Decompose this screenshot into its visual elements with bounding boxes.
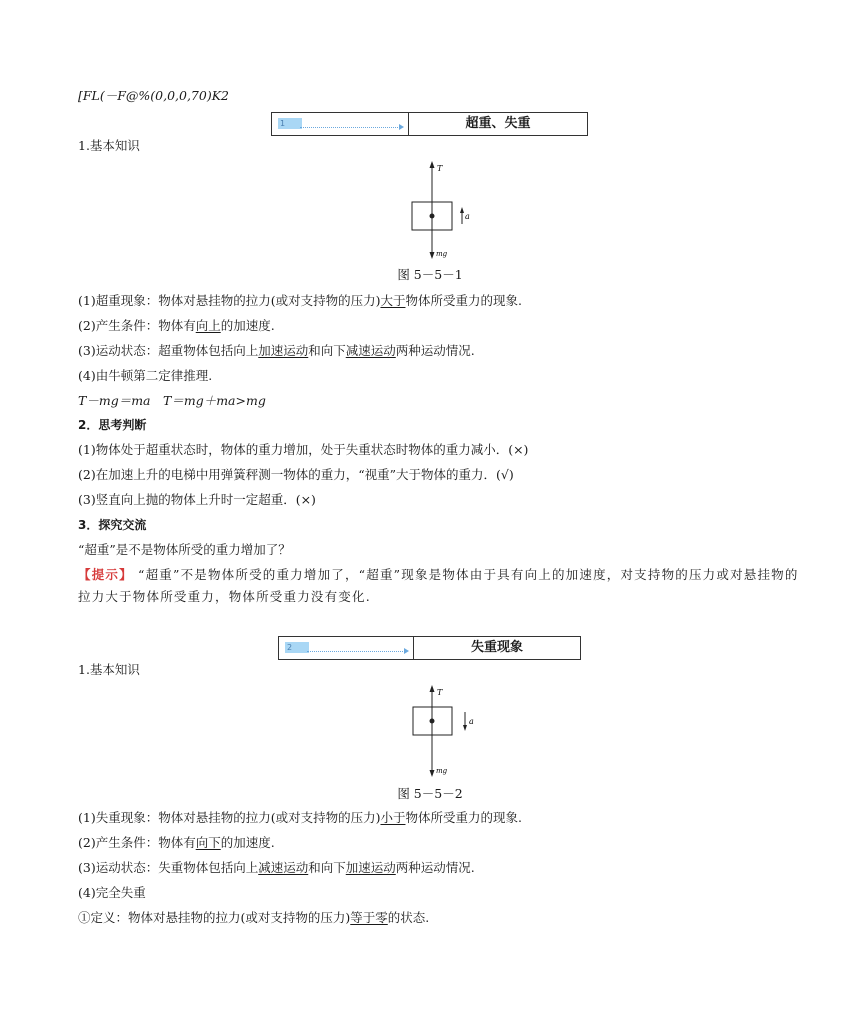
item-1-3: (3)运动状态：超重物体包括向上加速运动和向下减速运动两种运动情况. (78, 343, 475, 358)
think-heading: 2．思考判断 (78, 418, 147, 432)
figure-caption-2: 图 5－5－2 (397, 786, 463, 801)
banner-marker (279, 637, 414, 659)
tension-label: T (437, 688, 443, 697)
arrow-icon (399, 124, 404, 130)
item-1-2: (2)产生条件：物体有向上的加速度. (78, 318, 275, 333)
item-1-4: (4)由牛顿第二定律推理. (78, 368, 213, 383)
force-diagram-1 (400, 158, 470, 262)
banner-title: 失重现象 (470, 640, 523, 655)
hint-paragraph (78, 564, 808, 608)
item-1-1: (1)超重现象：物体对悬挂物的拉力(或对支持物的压力)大于物体所受重力的现象. (78, 293, 522, 308)
force-diagram-2 (400, 682, 480, 780)
item-2-4: (4)完全失重 (78, 885, 146, 900)
header-code: [FL(－F@%(0,0,0,70)K2 (78, 88, 230, 103)
judgment-2: (2)在加速上升的电梯中用弹簧秤测一物体的重力，“视重”大于物体的重力．(√) (78, 467, 514, 482)
question: “超重”是不是物体所受的重力增加了？ (78, 542, 291, 557)
hint-text: “超重”不是物体所受的重力增加了，“超重”现象是物体由于具有向上的加速度，对支持物的压力或对悬挂物的拉力大于物体所受重力，物体所受重力没有变化. (78, 567, 799, 604)
dotted-arrow-line (307, 651, 405, 652)
banner-tag: 1 (278, 118, 302, 129)
acceleration-label: a (469, 717, 474, 726)
explore-heading: 3．探究交流 (78, 518, 147, 532)
arrow-icon (404, 648, 409, 654)
item-2-2: (2)产生条件：物体有向下的加速度. (78, 835, 275, 850)
banner-marker (272, 113, 409, 135)
gravity-label: mg (436, 767, 448, 775)
banner-title: 超重、失重 (465, 116, 531, 131)
section1-heading: 1.基本知识 (78, 138, 140, 153)
item-2-3: (3)运动状态：失重物体包括向上减速运动和向下加速运动两种运动情况. (78, 860, 475, 875)
judgment-3: (3)竖直向上抛的物体上升时一定超重．(×) (78, 492, 316, 507)
item-2-1: (1)失重现象：物体对悬挂物的拉力(或对支持物的压力)小于物体所受重力的现象. (78, 810, 522, 825)
section-banner-2 (278, 636, 581, 660)
gravity-label: mg (436, 250, 448, 258)
hint-label: 【提示】 (78, 567, 133, 582)
judgment-1: (1)物体处于超重状态时，物体的重力增加，处于失重状态时物体的重力减小．(×) (78, 442, 529, 457)
item-2-5: ①定义：物体对悬挂物的拉力(或对支持物的压力)等于零的状态. (78, 910, 430, 925)
banner-tag: 2 (285, 642, 309, 653)
dotted-arrow-line (300, 127, 400, 128)
figure-caption-1: 图 5－5－1 (397, 267, 463, 282)
acceleration-label: a (465, 212, 470, 221)
section2-heading: 1.基本知识 (78, 662, 140, 677)
formula: T－mg＝ma T＝mg＋ma>mg (78, 393, 266, 408)
section-banner-1 (271, 112, 588, 136)
tension-label: T (437, 164, 443, 173)
